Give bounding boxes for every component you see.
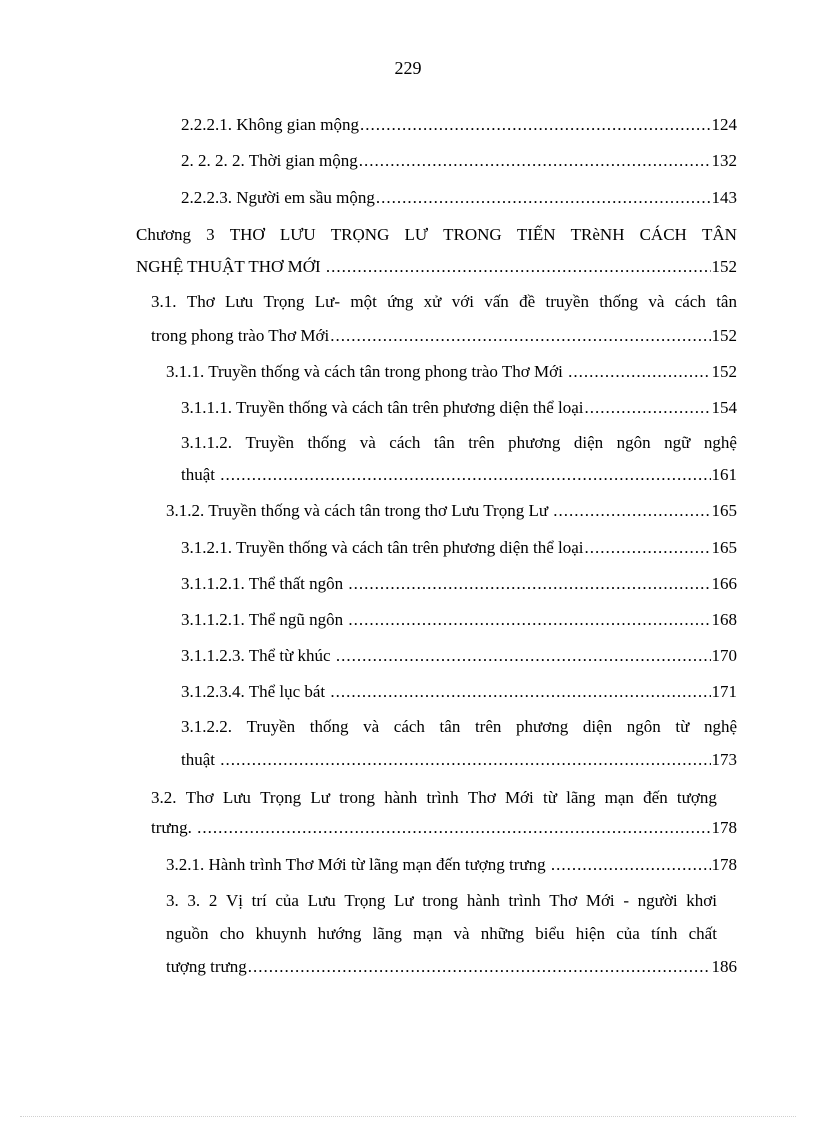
- heading-word: ngữ: [664, 433, 691, 452]
- heading-word: biểu: [535, 924, 565, 943]
- toc-entry-title: 3.1.1. Truyền thống và cách tân trong phong trào Thơ Mới: [166, 362, 568, 381]
- heading-word: 3.: [166, 891, 179, 910]
- heading-word: tượng: [676, 788, 717, 807]
- heading-word: ứng: [387, 292, 414, 311]
- toc-entry-page: 173: [711, 750, 737, 769]
- heading-word: THƠ: [229, 225, 265, 244]
- dot-leader: [359, 150, 711, 172]
- heading-word: TIẾN: [516, 225, 556, 244]
- heading-word: diện: [582, 717, 613, 736]
- heading-word: tân: [433, 433, 455, 452]
- toc-entry-title: 3.2.1. Hành trình Thơ Mới từ lãng mạn đến tượng trưng: [166, 855, 550, 874]
- heading-word: 3.2.: [151, 788, 177, 807]
- heading-word: 3.: [187, 891, 201, 910]
- toc-entry-page: 152: [711, 326, 737, 345]
- toc-entry-title: trưng.: [151, 818, 197, 837]
- toc-entry-page: 124: [711, 115, 737, 134]
- toc-entry-page: 152: [711, 257, 737, 276]
- heading-word: Trọng: [263, 292, 305, 311]
- heading-word: trên: [474, 717, 502, 736]
- heading-word: và: [453, 924, 470, 943]
- toc-entry: [181, 464, 737, 486]
- heading-word: xử: [423, 292, 442, 311]
- toc-entry-page: 154: [711, 398, 737, 417]
- heading-word: trong: [422, 891, 459, 910]
- heading-word: tân: [439, 717, 461, 736]
- heading-word: người: [637, 891, 678, 910]
- heading-word: mạn: [604, 788, 634, 807]
- toc-entry: [181, 537, 737, 559]
- toc-entry: [181, 681, 737, 703]
- toc-entry: [151, 325, 737, 347]
- dot-leader: [348, 609, 710, 631]
- toc-entry-title: 3.1.1.2.1. Thể ngũ ngôn: [181, 610, 348, 629]
- toc-entry-page: 161: [711, 465, 737, 484]
- heading-word: phương: [508, 433, 561, 452]
- toc-entry-title: 3.1.2.3.4. Thể lục bát: [181, 682, 330, 701]
- dot-leader: [330, 325, 710, 347]
- heading-word: nghệ: [703, 717, 737, 736]
- heading-word: Truyền: [246, 717, 296, 736]
- heading-word: Vị: [225, 891, 243, 910]
- heading-word: trí: [251, 891, 267, 910]
- heading-word: ngôn: [626, 717, 661, 736]
- toc-entry-title: 3.1.2. Truyền thống và cách tân trong thơ Lưu Trọng Lư: [166, 501, 553, 520]
- heading-word: từ: [543, 788, 557, 807]
- heading-word: TÂN: [701, 225, 737, 244]
- heading-word: và: [648, 292, 665, 311]
- heading-word: nghệ: [703, 433, 737, 452]
- toc-entry: [181, 397, 737, 419]
- heading-word: trong: [339, 788, 376, 807]
- heading-word: Thơ: [467, 788, 496, 807]
- toc-entry-title: tượng trưng: [166, 957, 247, 976]
- dot-leader: [336, 645, 711, 667]
- heading-word: 3.1.1.2.: [181, 433, 232, 452]
- dot-leader: [248, 956, 711, 978]
- dot-leader: [585, 537, 711, 559]
- heading-word: và: [359, 433, 376, 452]
- dot-leader: [220, 749, 710, 771]
- heading-word: trên: [468, 433, 495, 452]
- heading-word: trình: [508, 891, 541, 910]
- heading-word: cách: [674, 292, 706, 311]
- heading-word: một: [350, 292, 377, 311]
- heading-word: thống: [307, 433, 347, 452]
- heading-word: Lưu: [307, 891, 336, 910]
- toc-entry-title: 3.1.1.2.1. Thể thất ngôn: [181, 574, 348, 593]
- toc-entry: [181, 114, 737, 136]
- heading-word: cách: [389, 433, 421, 452]
- toc-entry-title: 3.1.2.1. Truyền thống và cách tân trên phương diện thể loại: [181, 538, 584, 557]
- heading-word: tính: [650, 924, 678, 943]
- heading-word: chất: [688, 924, 717, 943]
- heading-word: 3.1.: [151, 292, 177, 311]
- heading-word: 3.1.2.2.: [181, 717, 232, 736]
- toc-entry-title: 2. 2. 2. 2. Thời gian mộng: [181, 151, 358, 170]
- dot-leader: [220, 464, 710, 486]
- toc-entry-page: 165: [711, 538, 737, 557]
- section-3-2-heading: [151, 787, 717, 809]
- heading-word: nguồn: [166, 924, 209, 943]
- heading-word: với: [451, 292, 474, 311]
- toc-entry-title: trong phong trào Thơ Mới: [151, 326, 330, 345]
- dot-leader: [326, 256, 711, 278]
- dot-leader: [553, 500, 710, 522]
- toc-entry: [181, 749, 737, 771]
- heading-word: Chương: [136, 225, 192, 244]
- heading-word: đến: [643, 788, 668, 807]
- heading-word: khơi: [686, 891, 717, 910]
- toc-entry: [181, 609, 737, 631]
- heading-word: Lưu: [222, 788, 251, 807]
- heading-word: Trọng: [260, 788, 302, 807]
- toc-entry: [151, 817, 737, 839]
- heading-word: Trọng: [344, 891, 386, 910]
- dot-leader: [568, 361, 710, 383]
- heading-word: Thơ: [549, 891, 578, 910]
- heading-word: cách: [393, 717, 425, 736]
- heading-word: diện: [573, 433, 604, 452]
- heading-word: tân: [716, 292, 737, 311]
- toc-entry: [181, 573, 737, 595]
- heading-word: cho: [219, 924, 245, 943]
- heading-word: hành: [466, 891, 500, 910]
- toc-entry-page: 152: [711, 362, 737, 381]
- heading-word: TRỌNG: [330, 225, 390, 244]
- heading-word: CÁCH: [639, 225, 687, 244]
- dot-leader: [360, 114, 710, 136]
- toc-entry: [136, 256, 737, 278]
- toc-entry-title: 3.1.1.1. Truyền thống và cách tân trên phương diện thể loại: [181, 398, 584, 417]
- heading-word: của: [616, 924, 640, 943]
- heading-word: lãng: [566, 788, 596, 807]
- dot-leader: [197, 817, 710, 839]
- toc-entry-page: 170: [711, 646, 737, 665]
- page-number: 229: [394, 58, 422, 78]
- heading-word: Lưu: [225, 292, 254, 311]
- dot-leader: [376, 187, 711, 209]
- toc-entry: [181, 187, 737, 209]
- dot-leader: [551, 854, 711, 876]
- heading-word: hướng: [317, 924, 362, 943]
- toc-entry: [181, 645, 737, 667]
- toc-entry-title: thuật: [181, 750, 220, 769]
- heading-word: thống: [309, 717, 349, 736]
- heading-word: Lư-: [314, 292, 341, 311]
- toc-entry-page: 166: [711, 574, 737, 593]
- heading-word: mạn: [413, 924, 443, 943]
- heading-word: thống: [599, 292, 639, 311]
- toc-entry-title: 3.1.1.2.3. Thể từ khúc: [181, 646, 335, 665]
- section-3-1-heading: [151, 291, 737, 313]
- heading-word: lãng: [372, 924, 402, 943]
- toc-entry-page: 132: [711, 151, 737, 170]
- heading-word: hiện: [575, 924, 605, 943]
- toc-entry-page: 178: [711, 818, 737, 837]
- section-3-1-1-2-heading: [181, 432, 737, 454]
- toc-entry-title: NGHỆ THUẬT THƠ MỚI: [136, 257, 325, 276]
- toc-entry-page: 165: [711, 501, 737, 520]
- section-3-3-2-heading-cont: [166, 923, 717, 945]
- heading-word: vấn: [484, 292, 509, 311]
- heading-word: của: [275, 891, 299, 910]
- dot-leader: [330, 681, 710, 703]
- heading-word: và: [363, 717, 380, 736]
- heading-word: phương: [516, 717, 569, 736]
- toc-entry-page: 186: [711, 957, 737, 976]
- heading-word: đề: [519, 292, 536, 311]
- page-bottom-rule: [20, 1116, 796, 1117]
- section-3-1-2-2-heading: [181, 716, 737, 738]
- heading-word: TRèNH: [570, 225, 625, 244]
- heading-word: LƯU: [279, 225, 316, 244]
- toc-entry-title: 2.2.2.1. Không gian mộng: [181, 115, 360, 134]
- heading-word: hành: [384, 788, 418, 807]
- heading-word: trình: [426, 788, 459, 807]
- heading-word: Lư: [394, 891, 414, 910]
- toc-entry-page: 168: [711, 610, 737, 629]
- heading-word: LƯ: [404, 225, 429, 244]
- heading-word: ngôn: [616, 433, 651, 452]
- heading-word: Truyền: [245, 433, 294, 452]
- dot-leader: [348, 573, 710, 595]
- heading-word: -: [623, 891, 629, 910]
- toc-entry-title: 2.2.2.3. Người em sầu mộng: [181, 188, 375, 207]
- toc-entry: [166, 361, 737, 383]
- toc-entry-page: 171: [711, 682, 737, 701]
- heading-word: từ: [675, 717, 690, 736]
- chapter-3-heading: [136, 224, 737, 246]
- heading-word: Mới: [585, 891, 615, 910]
- toc-entry: [166, 854, 737, 876]
- toc-entry-page: 178: [711, 855, 737, 874]
- heading-word: TRONG: [443, 225, 502, 244]
- heading-word: truyền: [545, 292, 589, 311]
- heading-word: 2: [208, 891, 218, 910]
- toc-entry-title: thuật: [181, 465, 220, 484]
- toc-entry-page: 143: [711, 188, 737, 207]
- heading-word: Mới: [504, 788, 534, 807]
- heading-word: những: [480, 924, 525, 943]
- heading-word: Thơ: [186, 292, 215, 311]
- toc-entry: [166, 956, 737, 978]
- heading-word: Lư: [310, 788, 330, 807]
- heading-word: Thơ: [185, 788, 214, 807]
- section-3-3-2-heading: [166, 890, 717, 912]
- heading-word: khuynh: [255, 924, 307, 943]
- dot-leader: [585, 397, 711, 419]
- toc-entry: [166, 500, 737, 522]
- toc-entry: [181, 150, 737, 172]
- heading-word: 3: [206, 225, 215, 244]
